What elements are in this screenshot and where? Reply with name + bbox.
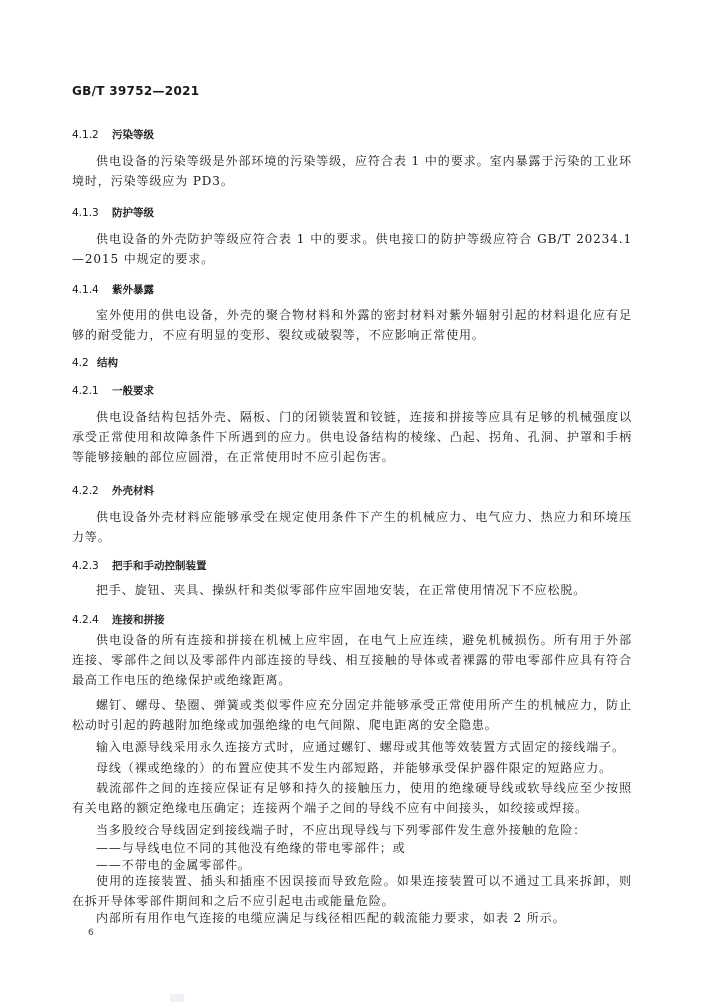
section-number: 4.2.4 (72, 614, 99, 626)
section-heading-4-2-1 (72, 383, 154, 398)
paragraph: 输入电源导线采用永久连接方式时，应通过螺钉、螺母或其他等效装置方式固定的接线端子。 (96, 740, 625, 754)
paragraph: 供电设备结构包括外壳、隔板、门的闭锁装置和铰链，连接和拼接等应具有足够的机械强度以承受正常使用和故障条件下所遇到的应力。供电设备结构的棱缘、凸起、拐角、孔洞、护罩和手柄等能够接触的部位应圆滑，在正常使用时不应引起伤害。 (72, 410, 632, 464)
paragraph: 把手、旋钮、夹具、操纵杆和类似零部件应牢固地安装，在正常使用情况下不应松脱。 (96, 583, 587, 597)
section-title: 一般要求 (112, 385, 154, 397)
section-title: 外壳材料 (112, 485, 154, 497)
section-title: 结构 (97, 357, 118, 369)
section-heading-4-1-2 (72, 127, 154, 142)
paragraph: 当多股绞合导线固定到接线端子时，不应出现导线与下列零部件发生意外接触的危险： (96, 823, 587, 837)
section-number: 4.1.3 (72, 207, 99, 219)
list-item: ——与导线电位不同的其他没有绝缘的带电零部件；或 (96, 841, 406, 855)
scan-mark (170, 994, 184, 1002)
section-title: 把手和手动控制装置 (112, 560, 207, 572)
section-title: 连接和拼接 (112, 614, 165, 626)
section-heading-4-2-2 (72, 483, 154, 498)
paragraph: 使用的连接装置、插头和插座不因误接而导致危险。如果连接装置可以不通过工具来拆卸，则在拆开导体零部件期间和之后不应引起电击或能量危险。 (72, 874, 632, 908)
section-heading-4-1-3 (72, 205, 154, 220)
paragraph: 供电设备的所有连接和拼接在机械上应牢固，在电气上应连续，避免机械损伤。所有用于外部连接、零部件之间以及零部件内部连接的导线、相互接触的导体或者裸露的带电零部件应具有符合最高工作电压的绝缘保护或绝缘距离。 (72, 633, 632, 687)
section-number: 4.1.2 (72, 129, 99, 141)
section-number: 4.2 (72, 357, 89, 369)
section-title: 防护等级 (112, 207, 154, 219)
section-heading-4-2-3 (72, 558, 207, 573)
paragraph: 室外使用的供电设备，外壳的聚合物材料和外露的密封材料对紫外辐射引起的材料退化应有足够的耐受能力，不应有明显的变形、裂纹或破裂等，不应影响正常使用。 (72, 308, 632, 342)
paragraph: 螺钉、螺母、垫圈、弹簧或类似零件应充分固定并能够承受正常使用所产生的机械应力，防止松动时引起的跨越附加绝缘或加强绝缘的电气间隙、爬电距离的安全隐患。 (72, 698, 632, 732)
section-number: 4.2.2 (72, 485, 99, 497)
paragraph: 供电设备的污染等级是外部环境的污染等级，应符合表 1 中的要求。室内暴露于污染的工业环境时，污染等级应为 PD3。 (72, 154, 632, 188)
section-number: 4.2.3 (72, 560, 99, 572)
section-title: 污染等级 (112, 129, 154, 141)
section-heading-4-1-4 (72, 282, 154, 297)
section-number: 4.2.1 (72, 385, 99, 397)
section-number: 4.1.4 (72, 284, 99, 296)
paragraph: 供电设备的外壳防护等级应符合表 1 中的要求。供电接口的防护等级应符合 GB/T 20234.1—2015 中规定的要求。 (72, 232, 632, 266)
paragraph: 母线（裸或绝缘的）的布置应使其不发生内部短路，并能够承受保护器件限定的短路应力。 (96, 761, 613, 775)
section-title: 紫外暴露 (112, 284, 154, 296)
paragraph: 内部所有用作电气连接的电缆应满足与线径相匹配的载流能力要求，如表 2 所示。 (96, 911, 566, 925)
standard-code: GB/T 39752—2021 (72, 84, 200, 98)
paragraph: 供电设备外壳材料应能够承受在规定使用条件下产生的机械应力、电气应力、热应力和环境压力等。 (72, 510, 632, 544)
section-heading-4-2 (72, 355, 118, 370)
list-item: ——不带电的金属零部件。 (96, 858, 251, 872)
section-heading-4-2-4 (72, 612, 165, 627)
page-number: 6 (88, 928, 94, 938)
paragraph: 载流部件之间的连接应保证有足够和持久的接触压力，使用的绝缘硬导线或软导线应至少按照有关电路的额定绝缘电压确定；连接两个端子之间的导线不应有中间接头，如绞接或焊接。 (72, 781, 632, 815)
